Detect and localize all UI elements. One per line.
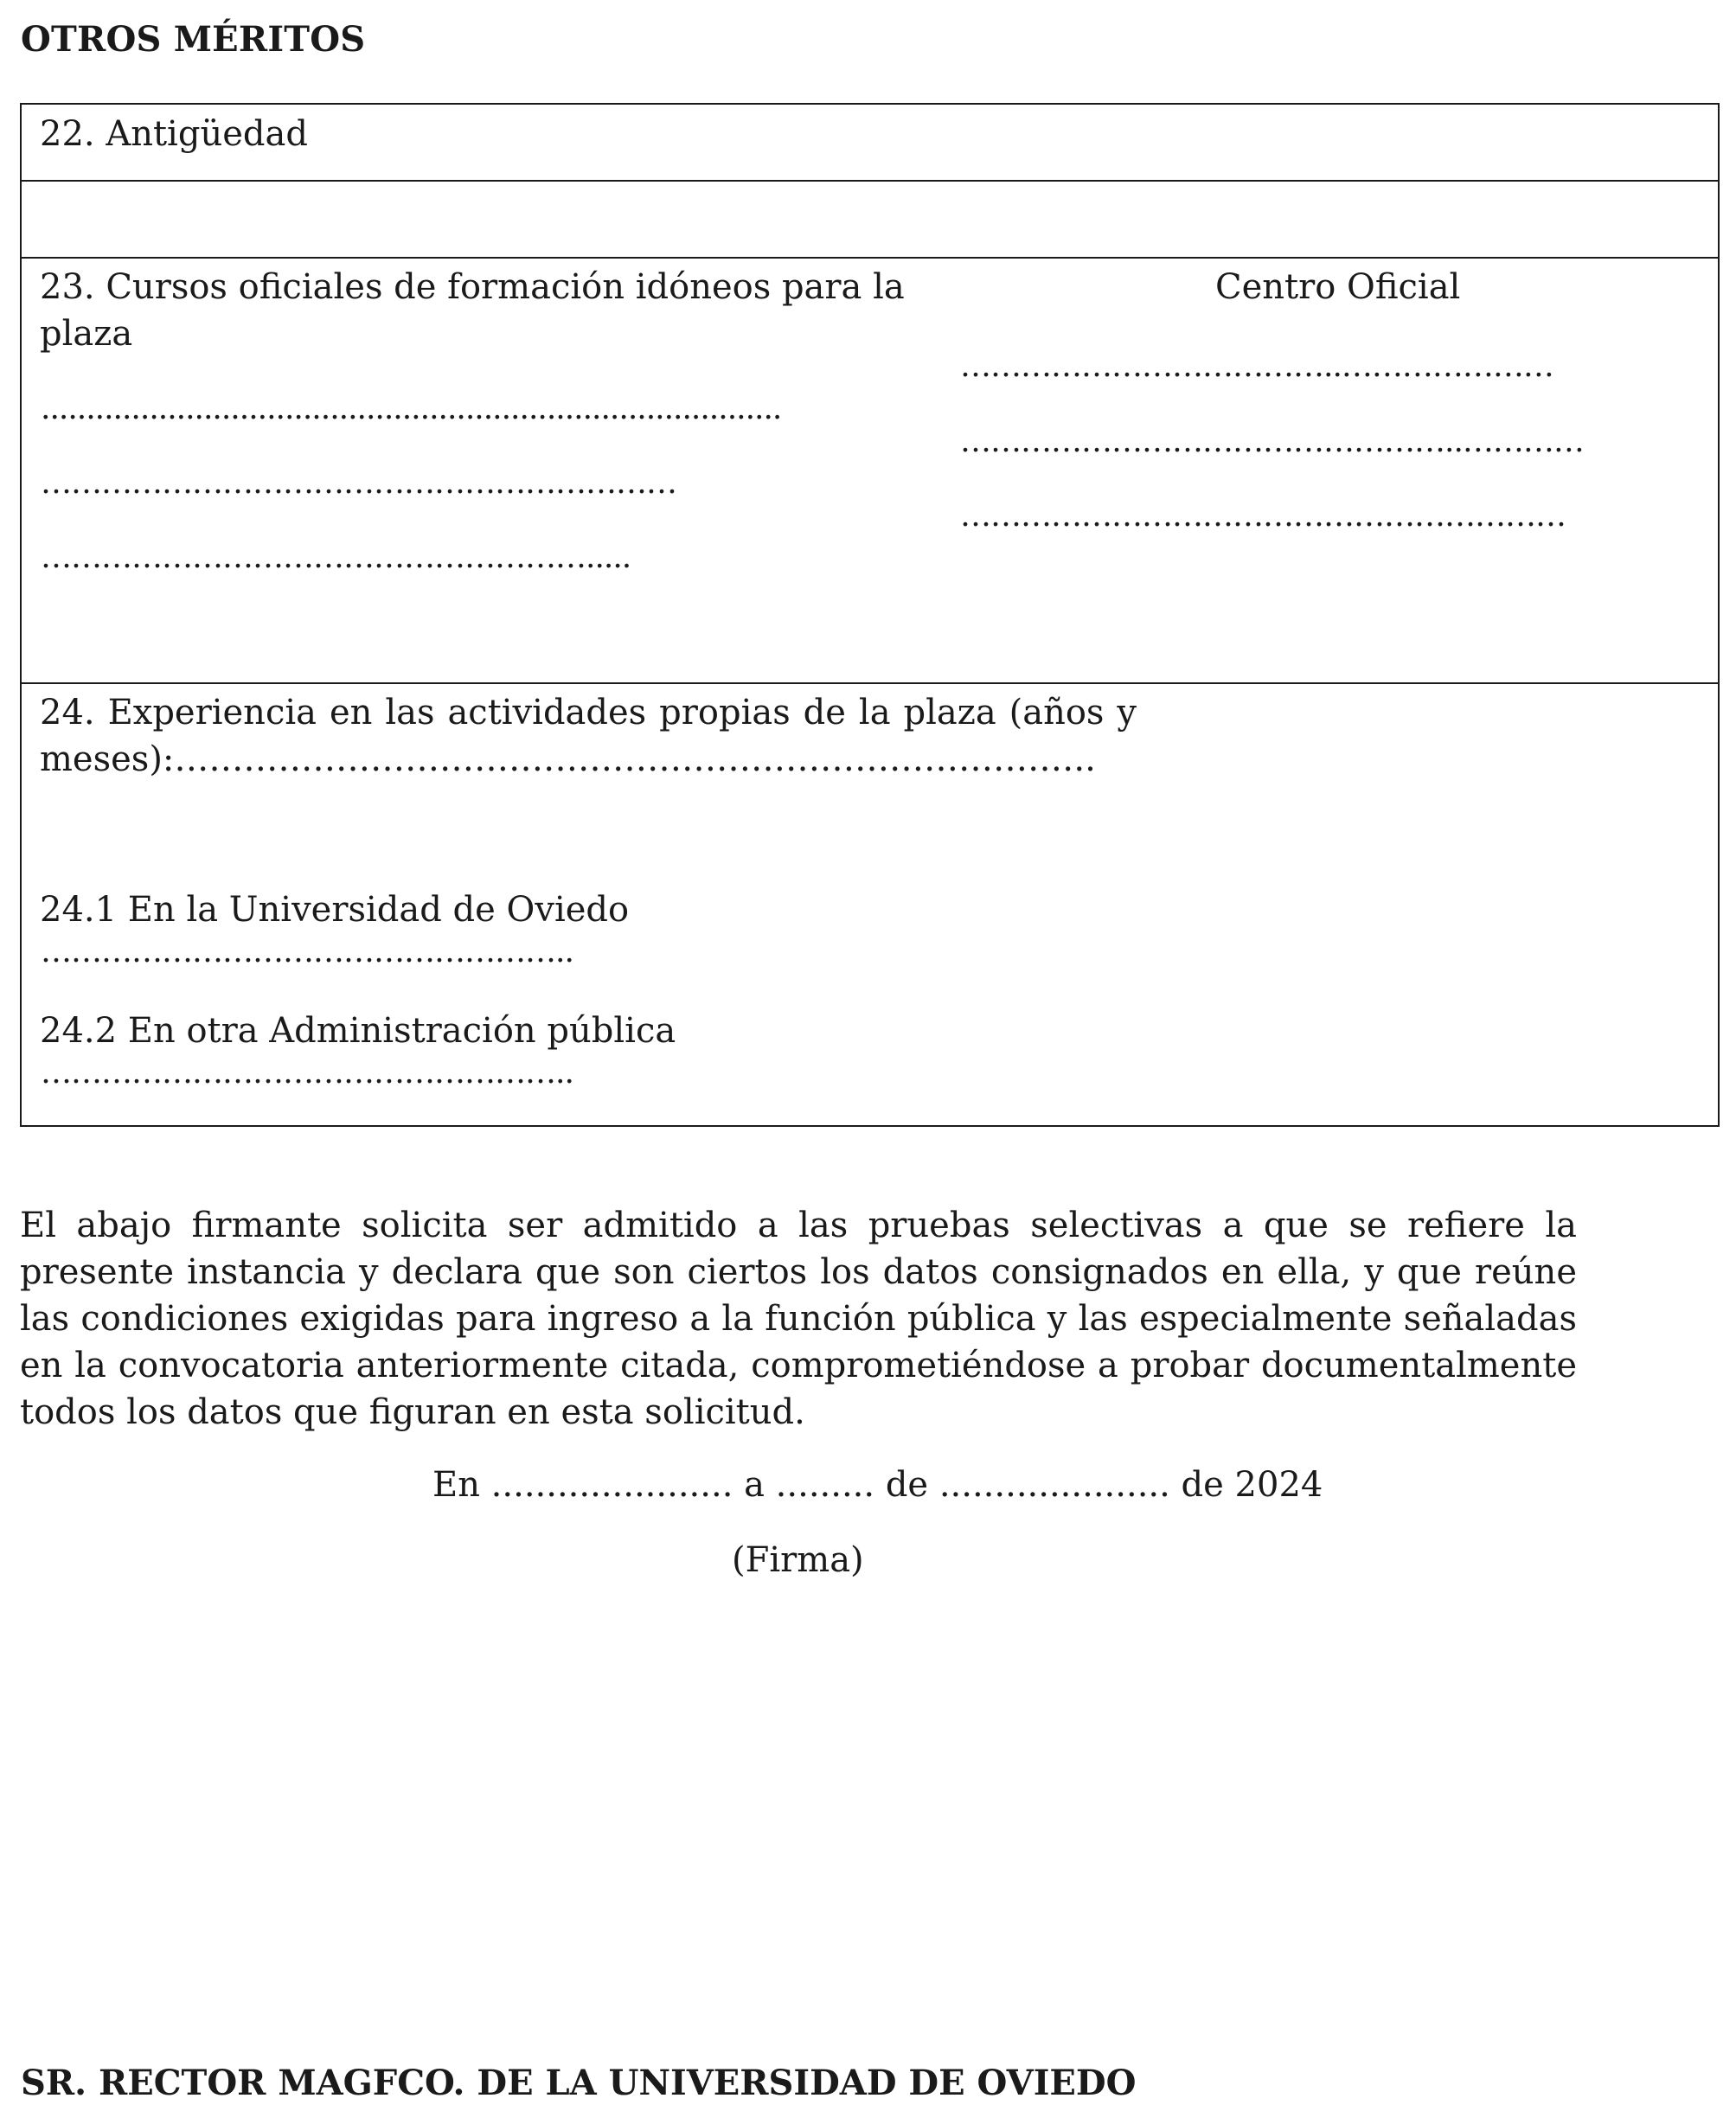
section-24-label-line1: 24. Experiencia en las actividades propias de la plaza (años y (40, 693, 1137, 733)
section-24-2-dots[interactable]: …………………………………………….. (41, 1055, 573, 1091)
course-line-1[interactable]: .................................................................................. (41, 391, 782, 426)
section-24-2-label: 24.2 En otra Administración pública (40, 1011, 676, 1051)
section-23-label-line2: plaza (40, 314, 133, 354)
section-24-label-line2[interactable]: meses):…………………………………………………………………….. (40, 739, 1096, 779)
section-22-row (22, 105, 1718, 182)
centro-line-1[interactable]: ………………………………..………………… (960, 349, 1553, 384)
merits-table (20, 103, 1720, 1127)
course-line-3[interactable]: ………………………………………………..... (41, 540, 631, 575)
section-24-1-label: 24.1 En la Universidad de Oviedo (40, 890, 630, 930)
course-line-2[interactable]: ……………………………………………………… (41, 465, 676, 501)
place-date-line[interactable]: En ...................... a ......... de ..................... de 2024 (432, 1465, 1323, 1505)
centro-line-2[interactable]: …………………………………………..………… (960, 424, 1584, 459)
section-24-1-dots[interactable]: …………………………………………….. (41, 934, 573, 969)
section-23-label-line1: 23. Cursos oficiales de formación idóneos para la (40, 267, 905, 307)
centro-line-3[interactable]: …………………………………………………… (960, 498, 1566, 534)
centro-oficial-header: Centro Oficial (1215, 267, 1461, 307)
section-24-row (22, 684, 1718, 1125)
section-22-answer-field[interactable] (22, 182, 1718, 259)
signature-label: (Firma) (732, 1540, 864, 1580)
section-22-label: 22. Antigüedad (40, 114, 308, 154)
section-23-row (22, 259, 1718, 684)
page-heading: OTROS MÉRITOS (21, 19, 366, 60)
addressee: SR. RECTOR MAGFCO. DE LA UNIVERSIDAD DE OVIEDO (21, 2063, 1137, 2103)
declaration-paragraph: El abajo firmante solicita ser admitido a las pruebas selectivas a que se refiere la presente instancia y declara que son ciertos los datos consignados en ella, y que reúne las condiciones exigidas para ingreso a la función pública y las especialmente señaladas en la convocatoria anteriormente citada, comprometiéndose a probar documentalmente todos los datos que figuran en esta solicitud. (20, 1206, 1577, 1432)
